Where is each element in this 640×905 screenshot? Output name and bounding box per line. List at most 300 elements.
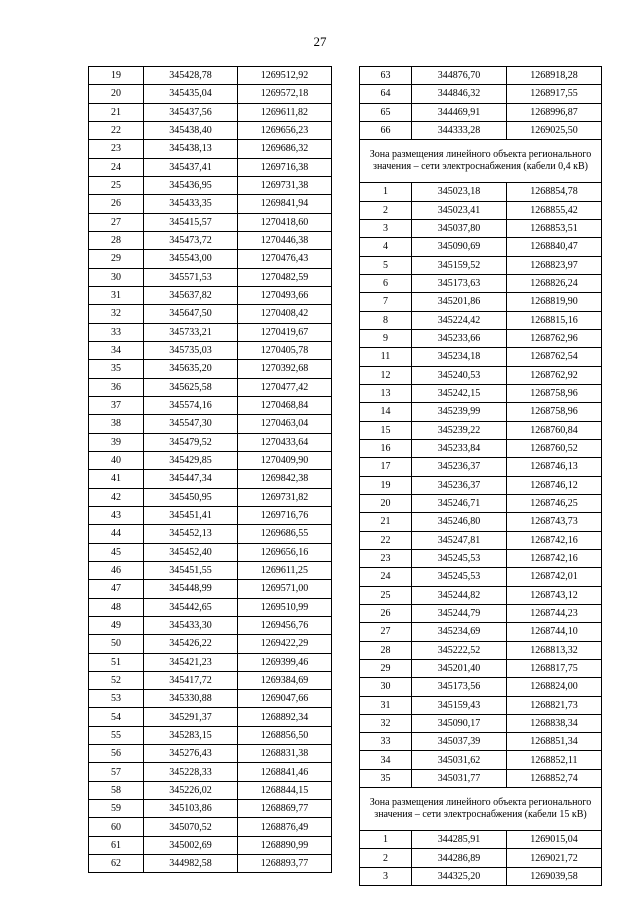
x-coordinate-cell: 345247,81 <box>412 531 507 549</box>
y-coordinate-cell: 1269512,92 <box>238 67 332 85</box>
x-coordinate-cell: 345442,65 <box>144 598 238 616</box>
table-row <box>89 525 332 543</box>
y-coordinate-cell: 1269021,72 <box>507 849 602 867</box>
y-coordinate-cell: 1268758,96 <box>507 403 602 421</box>
y-coordinate-cell: 1268917,55 <box>507 85 602 103</box>
section-header-row <box>360 140 602 183</box>
y-coordinate-cell: 1268762,96 <box>507 329 602 347</box>
y-coordinate-cell: 1269510,99 <box>238 598 332 616</box>
y-coordinate-cell: 1269572,18 <box>238 85 332 103</box>
y-coordinate-cell: 1268760,52 <box>507 439 602 457</box>
y-coordinate-cell: 1270482,59 <box>238 268 332 286</box>
x-coordinate-cell: 345236,37 <box>412 476 507 494</box>
y-coordinate-cell: 1270433,64 <box>238 433 332 451</box>
section-title: Зона размещения линейного объекта регионального значения – сети электроснабжения (кабели 15 кВ) <box>360 788 602 831</box>
point-number-cell: 60 <box>89 818 144 836</box>
point-number-cell: 66 <box>360 121 412 139</box>
point-number-cell: 46 <box>89 561 144 579</box>
x-coordinate-cell: 345244,79 <box>412 604 507 622</box>
table-row <box>89 378 332 396</box>
table-row <box>360 476 602 494</box>
y-coordinate-cell: 1269611,25 <box>238 561 332 579</box>
table-row <box>360 256 602 274</box>
y-coordinate-cell: 1269611,82 <box>238 103 332 121</box>
table-row <box>89 305 332 323</box>
table-row <box>360 311 602 329</box>
table-row <box>360 623 602 641</box>
y-coordinate-cell: 1268817,75 <box>507 659 602 677</box>
table-row <box>360 549 602 567</box>
x-coordinate-cell: 345637,82 <box>144 286 238 304</box>
y-coordinate-cell: 1269384,69 <box>238 671 332 689</box>
x-coordinate-cell: 345435,04 <box>144 85 238 103</box>
x-coordinate-cell: 345037,39 <box>412 733 507 751</box>
x-coordinate-cell: 345090,17 <box>412 714 507 732</box>
x-coordinate-cell: 345234,18 <box>412 348 507 366</box>
point-number-cell: 37 <box>89 396 144 414</box>
x-coordinate-cell: 345437,41 <box>144 158 238 176</box>
point-number-cell: 14 <box>360 403 412 421</box>
x-coordinate-cell: 345242,15 <box>412 384 507 402</box>
y-coordinate-cell: 1268744,10 <box>507 623 602 641</box>
x-coordinate-cell: 345070,52 <box>144 818 238 836</box>
point-number-cell: 43 <box>89 506 144 524</box>
y-coordinate-cell: 1268831,38 <box>238 745 332 763</box>
table-row <box>89 635 332 653</box>
point-number-cell: 23 <box>89 140 144 158</box>
point-number-cell: 49 <box>89 616 144 634</box>
table-row <box>360 403 602 421</box>
x-coordinate-cell: 345448,99 <box>144 580 238 598</box>
point-number-cell: 34 <box>360 751 412 769</box>
x-coordinate-cell: 344982,58 <box>144 855 238 873</box>
x-coordinate-cell: 345201,86 <box>412 293 507 311</box>
table-row <box>89 433 332 451</box>
table-row <box>89 360 332 378</box>
y-coordinate-cell: 1269656,23 <box>238 121 332 139</box>
point-number-cell: 45 <box>89 543 144 561</box>
table-row <box>360 183 602 201</box>
table-row <box>89 708 332 726</box>
table-row <box>89 67 332 85</box>
table-row <box>360 714 602 732</box>
point-number-cell: 33 <box>89 323 144 341</box>
point-number-cell: 34 <box>89 341 144 359</box>
y-coordinate-cell: 1268996,87 <box>507 103 602 121</box>
point-number-cell: 1 <box>360 831 412 849</box>
table-row <box>89 671 332 689</box>
x-coordinate-cell: 345421,23 <box>144 653 238 671</box>
table-row <box>89 323 332 341</box>
x-coordinate-cell: 345571,53 <box>144 268 238 286</box>
table-row <box>89 231 332 249</box>
y-coordinate-cell: 1269399,46 <box>238 653 332 671</box>
x-coordinate-cell: 345547,30 <box>144 415 238 433</box>
y-coordinate-cell: 1268856,50 <box>238 726 332 744</box>
y-coordinate-cell: 1270493,66 <box>238 286 332 304</box>
x-coordinate-cell: 345239,22 <box>412 421 507 439</box>
point-number-cell: 13 <box>360 384 412 402</box>
point-number-cell: 8 <box>360 311 412 329</box>
table-row <box>360 678 602 696</box>
table-row <box>360 219 602 237</box>
point-number-cell: 28 <box>89 231 144 249</box>
y-coordinate-cell: 1269456,76 <box>238 616 332 634</box>
table-row <box>360 366 602 384</box>
y-coordinate-cell: 1268844,15 <box>238 781 332 799</box>
y-coordinate-cell: 1268869,77 <box>238 800 332 818</box>
table-row <box>360 831 602 849</box>
x-coordinate-cell: 345437,56 <box>144 103 238 121</box>
point-number-cell: 55 <box>89 726 144 744</box>
point-number-cell: 11 <box>360 348 412 366</box>
x-coordinate-cell: 345234,69 <box>412 623 507 641</box>
point-number-cell: 19 <box>89 67 144 85</box>
y-coordinate-cell: 1268841,46 <box>238 763 332 781</box>
point-number-cell: 21 <box>89 103 144 121</box>
table-row <box>360 494 602 512</box>
table-row <box>89 781 332 799</box>
y-coordinate-cell: 1268838,34 <box>507 714 602 732</box>
y-coordinate-cell: 1268743,73 <box>507 513 602 531</box>
x-coordinate-cell: 345426,22 <box>144 635 238 653</box>
y-coordinate-cell: 1268762,54 <box>507 348 602 366</box>
table-row <box>89 818 332 836</box>
point-number-cell: 21 <box>360 513 412 531</box>
y-coordinate-cell: 1270408,42 <box>238 305 332 323</box>
x-coordinate-cell: 344876,70 <box>412 67 507 85</box>
x-coordinate-cell: 345244,82 <box>412 586 507 604</box>
y-coordinate-cell: 1269015,04 <box>507 831 602 849</box>
x-coordinate-cell: 345438,13 <box>144 140 238 158</box>
y-coordinate-cell: 1268918,28 <box>507 67 602 85</box>
point-number-cell: 59 <box>89 800 144 818</box>
table-row <box>360 293 602 311</box>
x-coordinate-cell: 345201,40 <box>412 659 507 677</box>
x-coordinate-cell: 345574,16 <box>144 396 238 414</box>
y-coordinate-cell: 1270418,60 <box>238 213 332 231</box>
table-row <box>89 506 332 524</box>
x-coordinate-cell: 345625,58 <box>144 378 238 396</box>
table-row <box>89 561 332 579</box>
x-coordinate-cell: 345173,63 <box>412 274 507 292</box>
x-coordinate-cell: 345173,56 <box>412 678 507 696</box>
point-number-cell: 62 <box>89 855 144 873</box>
x-coordinate-cell: 345452,40 <box>144 543 238 561</box>
x-coordinate-cell: 345428,78 <box>144 67 238 85</box>
point-number-cell: 6 <box>360 274 412 292</box>
point-number-cell: 30 <box>360 678 412 696</box>
x-coordinate-cell: 345647,50 <box>144 305 238 323</box>
y-coordinate-cell: 1268893,77 <box>238 855 332 873</box>
x-coordinate-cell: 345291,37 <box>144 708 238 726</box>
point-number-cell: 30 <box>89 268 144 286</box>
y-coordinate-cell: 1269716,38 <box>238 158 332 176</box>
y-coordinate-cell: 1270477,42 <box>238 378 332 396</box>
point-number-cell: 26 <box>89 195 144 213</box>
table-row <box>89 451 332 469</box>
y-coordinate-cell: 1268744,23 <box>507 604 602 622</box>
table-row <box>89 103 332 121</box>
point-number-cell: 48 <box>89 598 144 616</box>
point-number-cell: 57 <box>89 763 144 781</box>
point-number-cell: 3 <box>360 219 412 237</box>
table-row <box>360 751 602 769</box>
point-number-cell: 44 <box>89 525 144 543</box>
y-coordinate-cell: 1268890,99 <box>238 836 332 854</box>
point-number-cell: 25 <box>89 176 144 194</box>
point-number-cell: 47 <box>89 580 144 598</box>
y-coordinate-cell: 1269731,82 <box>238 488 332 506</box>
y-coordinate-cell: 1270405,78 <box>238 341 332 359</box>
x-coordinate-cell: 345451,41 <box>144 506 238 524</box>
x-coordinate-cell: 345452,13 <box>144 525 238 543</box>
y-coordinate-cell: 1268876,49 <box>238 818 332 836</box>
y-coordinate-cell: 1268853,51 <box>507 219 602 237</box>
x-coordinate-cell: 345436,95 <box>144 176 238 194</box>
point-number-cell: 61 <box>89 836 144 854</box>
x-coordinate-cell: 345479,52 <box>144 433 238 451</box>
x-coordinate-cell: 345031,62 <box>412 751 507 769</box>
table-row <box>360 867 602 885</box>
y-coordinate-cell: 1270463,04 <box>238 415 332 433</box>
table-row <box>89 158 332 176</box>
y-coordinate-cell: 1269842,38 <box>238 470 332 488</box>
point-number-cell: 42 <box>89 488 144 506</box>
point-number-cell: 40 <box>89 451 144 469</box>
point-number-cell: 23 <box>360 549 412 567</box>
point-number-cell: 63 <box>360 67 412 85</box>
y-coordinate-cell: 1268746,12 <box>507 476 602 494</box>
x-coordinate-cell: 344846,32 <box>412 85 507 103</box>
x-coordinate-cell: 345226,02 <box>144 781 238 799</box>
point-number-cell: 27 <box>360 623 412 641</box>
y-coordinate-cell: 1268742,16 <box>507 549 602 567</box>
point-number-cell: 56 <box>89 745 144 763</box>
x-coordinate-cell: 345473,72 <box>144 231 238 249</box>
table-row <box>89 726 332 744</box>
point-number-cell: 24 <box>360 568 412 586</box>
table-row <box>360 641 602 659</box>
x-coordinate-cell: 345433,30 <box>144 616 238 634</box>
table-row <box>360 67 602 85</box>
point-number-cell: 15 <box>360 421 412 439</box>
table-row <box>89 580 332 598</box>
point-number-cell: 22 <box>89 121 144 139</box>
point-number-cell: 19 <box>360 476 412 494</box>
y-coordinate-cell: 1268852,11 <box>507 751 602 769</box>
x-coordinate-cell: 345245,53 <box>412 568 507 586</box>
point-number-cell: 16 <box>360 439 412 457</box>
table-row <box>360 121 602 139</box>
x-coordinate-cell: 345451,55 <box>144 561 238 579</box>
point-number-cell: 32 <box>360 714 412 732</box>
table-row <box>89 140 332 158</box>
table-row <box>360 568 602 586</box>
table-row <box>360 439 602 457</box>
point-number-cell: 41 <box>89 470 144 488</box>
x-coordinate-cell: 345023,41 <box>412 201 507 219</box>
y-coordinate-cell: 1269422,29 <box>238 635 332 653</box>
x-coordinate-cell: 345429,85 <box>144 451 238 469</box>
point-number-cell: 38 <box>89 415 144 433</box>
point-number-cell: 52 <box>89 671 144 689</box>
y-coordinate-cell: 1268851,34 <box>507 733 602 751</box>
table-row <box>360 421 602 439</box>
y-coordinate-cell: 1269656,16 <box>238 543 332 561</box>
x-coordinate-cell: 345447,34 <box>144 470 238 488</box>
y-coordinate-cell: 1270409,90 <box>238 451 332 469</box>
table-row <box>89 763 332 781</box>
point-number-cell: 1 <box>360 183 412 201</box>
point-number-cell: 4 <box>360 238 412 256</box>
y-coordinate-cell: 1269047,66 <box>238 690 332 708</box>
y-coordinate-cell: 1269716,76 <box>238 506 332 524</box>
table-row <box>360 733 602 751</box>
y-coordinate-cell: 1268815,16 <box>507 311 602 329</box>
coordinates-table-left <box>88 66 332 873</box>
point-number-cell: 25 <box>360 586 412 604</box>
table-row <box>89 286 332 304</box>
x-coordinate-cell: 345417,72 <box>144 671 238 689</box>
table-row <box>360 604 602 622</box>
table-row <box>89 653 332 671</box>
table-row <box>360 329 602 347</box>
x-coordinate-cell: 345023,18 <box>412 183 507 201</box>
x-coordinate-cell: 345236,37 <box>412 458 507 476</box>
y-coordinate-cell: 1270468,84 <box>238 396 332 414</box>
table-row <box>89 598 332 616</box>
point-number-cell: 35 <box>89 360 144 378</box>
table-row <box>89 836 332 854</box>
point-number-cell: 17 <box>360 458 412 476</box>
y-coordinate-cell: 1268824,00 <box>507 678 602 696</box>
x-coordinate-cell: 345276,43 <box>144 745 238 763</box>
table-row <box>89 268 332 286</box>
x-coordinate-cell: 344286,89 <box>412 849 507 867</box>
table-row <box>89 470 332 488</box>
y-coordinate-cell: 1270446,38 <box>238 231 332 249</box>
point-number-cell: 7 <box>360 293 412 311</box>
table-row <box>89 800 332 818</box>
y-coordinate-cell: 1269039,58 <box>507 867 602 885</box>
x-coordinate-cell: 345635,20 <box>144 360 238 378</box>
x-coordinate-cell: 345239,99 <box>412 403 507 421</box>
x-coordinate-cell: 345002,69 <box>144 836 238 854</box>
x-coordinate-cell: 345159,43 <box>412 696 507 714</box>
point-number-cell: 58 <box>89 781 144 799</box>
y-coordinate-cell: 1268892,34 <box>238 708 332 726</box>
table-row <box>89 543 332 561</box>
table-row <box>360 348 602 366</box>
point-number-cell: 51 <box>89 653 144 671</box>
x-coordinate-cell: 345222,52 <box>412 641 507 659</box>
x-coordinate-cell: 345450,95 <box>144 488 238 506</box>
table-row <box>89 195 332 213</box>
x-coordinate-cell: 345233,84 <box>412 439 507 457</box>
y-coordinate-cell: 1269731,38 <box>238 176 332 194</box>
x-coordinate-cell: 345037,80 <box>412 219 507 237</box>
table-row <box>360 849 602 867</box>
table-row <box>89 213 332 231</box>
point-number-cell: 64 <box>360 85 412 103</box>
x-coordinate-cell: 345246,71 <box>412 494 507 512</box>
point-number-cell: 32 <box>89 305 144 323</box>
point-number-cell: 5 <box>360 256 412 274</box>
x-coordinate-cell: 345233,66 <box>412 329 507 347</box>
x-coordinate-cell: 345031,77 <box>412 769 507 787</box>
table-row <box>89 415 332 433</box>
page-number: 27 <box>313 34 327 49</box>
point-number-cell: 35 <box>360 769 412 787</box>
table-row <box>360 513 602 531</box>
y-coordinate-cell: 1269686,32 <box>238 140 332 158</box>
point-number-cell: 9 <box>360 329 412 347</box>
y-coordinate-cell: 1268758,96 <box>507 384 602 402</box>
table-row <box>89 176 332 194</box>
coordinates-table-right <box>359 66 602 886</box>
x-coordinate-cell: 345733,21 <box>144 323 238 341</box>
point-number-cell: 50 <box>89 635 144 653</box>
table-row <box>360 201 602 219</box>
y-coordinate-cell: 1268840,47 <box>507 238 602 256</box>
y-coordinate-cell: 1268746,13 <box>507 458 602 476</box>
table-row <box>360 274 602 292</box>
table-row <box>360 586 602 604</box>
y-coordinate-cell: 1268762,92 <box>507 366 602 384</box>
table-row <box>89 121 332 139</box>
point-number-cell: 3 <box>360 867 412 885</box>
x-coordinate-cell: 345103,86 <box>144 800 238 818</box>
table-row <box>89 745 332 763</box>
x-coordinate-cell: 345245,53 <box>412 549 507 567</box>
table-row <box>360 85 602 103</box>
point-number-cell: 2 <box>360 201 412 219</box>
y-coordinate-cell: 1270392,68 <box>238 360 332 378</box>
table-row <box>89 690 332 708</box>
point-number-cell: 22 <box>360 531 412 549</box>
x-coordinate-cell: 345246,80 <box>412 513 507 531</box>
y-coordinate-cell: 1268823,97 <box>507 256 602 274</box>
y-coordinate-cell: 1268826,24 <box>507 274 602 292</box>
point-number-cell: 26 <box>360 604 412 622</box>
x-coordinate-cell: 345415,57 <box>144 213 238 231</box>
point-number-cell: 54 <box>89 708 144 726</box>
y-coordinate-cell: 1269841,94 <box>238 195 332 213</box>
table-row <box>360 769 602 787</box>
section-header-row <box>360 788 602 831</box>
point-number-cell: 31 <box>360 696 412 714</box>
x-coordinate-cell: 344285,91 <box>412 831 507 849</box>
point-number-cell: 20 <box>360 494 412 512</box>
y-coordinate-cell: 1268821,73 <box>507 696 602 714</box>
table-row <box>360 103 602 121</box>
point-number-cell: 24 <box>89 158 144 176</box>
x-coordinate-cell: 344333,28 <box>412 121 507 139</box>
table-row <box>360 531 602 549</box>
x-coordinate-cell: 345330,88 <box>144 690 238 708</box>
table-row <box>360 238 602 256</box>
table-row <box>89 250 332 268</box>
point-number-cell: 36 <box>89 378 144 396</box>
point-number-cell: 28 <box>360 641 412 659</box>
point-number-cell: 53 <box>89 690 144 708</box>
y-coordinate-cell: 1268813,32 <box>507 641 602 659</box>
x-coordinate-cell: 345228,33 <box>144 763 238 781</box>
x-coordinate-cell: 345090,69 <box>412 238 507 256</box>
y-coordinate-cell: 1268746,25 <box>507 494 602 512</box>
table-row <box>89 85 332 103</box>
